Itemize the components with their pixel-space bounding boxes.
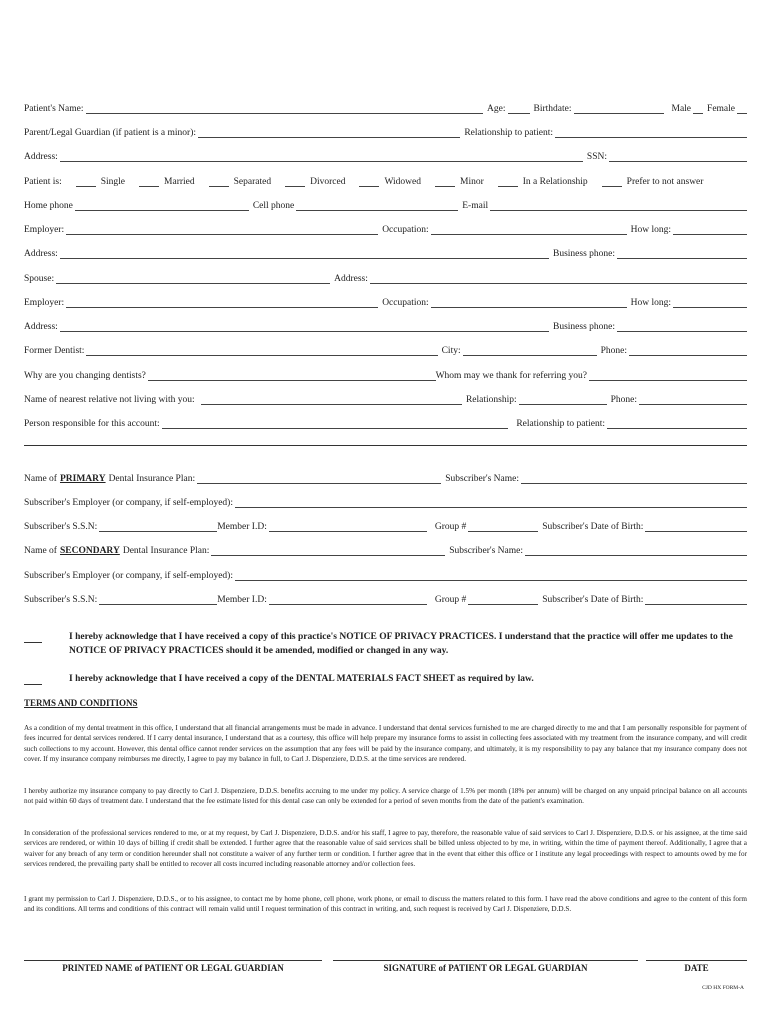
spouse-how-long-field[interactable] [673,297,747,308]
materials-initials-field[interactable] [24,674,42,685]
spouse-address-field[interactable] [370,273,747,284]
ssn-field[interactable] [609,151,747,162]
status-option-relationship[interactable]: In a Relationship [498,176,588,187]
status-option-single[interactable]: Single [76,176,125,187]
phone-row [24,197,747,211]
terms-paragraph-1: As a condition of my dental treatment in this office, I understand that all financial arrangements must be made in advance. I understand that dental services furnished to me are charged directly to me and that I am personally responsible for payment of fees incurred for dental services rendered. If I carry dental insurance, I understand that as a courtesy, this office will help prepare my insurance forms to assist in collecting fees associated with my treatment from the insurance company, and will credit such collections to my account. However, this dental office cannot render services on the assumption that any fees will be paid by the insurance company, and ultimately, it is my responsibility to pay any balance that my insurance company does not cover. If my insurance company reimburses me directly, I agree to pay my balance in full, to Carl J. Dispenziere, D.D.S. at the time services are rendered. [24,724,747,763]
subscriber-dob-label: Subscriber's Date of Birth: [542,522,644,532]
marital-status-row [24,173,747,187]
home-phone-label: Home phone [24,201,73,211]
changing-row [24,367,747,381]
terms-paragraph-4: I grant my permission to Carl J. Dispenziere, D.D.S., or to his assignee, to contact me by home phone, cell phone, work phone, or email to discuss the matters related to this form. I have read the above conditions and agree to the content of this form and its conditions. All terms and conditions of this contract will remain valid until I request termination of this contract in writing, and, such request is received by Carl J. Dispenziere, D.D.S. [24,895,747,914]
spouse-label: Spouse: [24,274,55,284]
status-option-divorced[interactable]: Divorced [285,176,345,187]
cell-phone-field[interactable] [296,200,458,211]
why-changing-label: Why are you changing dentists? [24,371,146,381]
relative-phone-field[interactable] [639,394,747,405]
member-id-label: Member I.D: [217,522,267,532]
business-phone-label: Business phone: [552,249,615,259]
referral-label: Whom may we thank for referring you? [435,371,587,381]
why-changing-field[interactable] [148,370,436,381]
relative-row [24,391,747,405]
spouse-business-phone-field[interactable] [617,321,747,332]
city-label: City: [441,346,461,356]
subscriber-employer-field[interactable] [235,497,747,508]
subscriber-ids2-row [24,591,747,605]
printed-name-label: PRINTED NAME of PATIENT OR LEGAL GUARDIAN [62,963,284,973]
subscriber-ids-row [24,518,747,532]
secondary-word-label: SECONDARY [59,546,120,556]
subscriber-name2-label: Subscriber's Name: [449,546,523,556]
work-address-field[interactable] [60,248,549,259]
spouse-business-phone-label: Business phone: [552,322,615,332]
business-phone-field[interactable] [617,248,747,259]
subscriber-ssn2-field[interactable] [99,594,217,605]
how-long-label: How long: [630,225,671,235]
responsible-relationship-field[interactable] [607,418,747,429]
responsible-relationship-label: Relationship to patient: [516,419,605,429]
secondary-post-label: Dental Insurance Plan: [122,546,210,556]
subscriber-employer-label: Subscriber's Employer (or company, if self-employed): [24,498,233,508]
secondary-pre-label: Name of [24,546,57,556]
guardian-label: Parent/Legal Guardian (if patient is a minor): [24,128,196,138]
subscriber-employer-row [24,494,747,508]
employer-row [24,221,747,235]
male-label: Male [671,104,692,114]
spouse-row [24,270,747,284]
primary-pre-label: Name of [24,474,57,484]
spouse-work-address-row [24,318,747,332]
signature-line[interactable] [333,960,638,961]
spouse-occupation-label: Occupation: [382,298,429,308]
age-field[interactable] [508,103,530,114]
female-label: Female [707,104,735,114]
primary-word-label: PRIMARY [59,474,106,484]
subscriber-employer2-field[interactable] [235,570,747,581]
spouse-field[interactable] [56,273,330,284]
work-address-label: Address: [24,249,58,259]
subscriber-dob2-label: Subscriber's Date of Birth: [542,595,644,605]
primary-insurance-row [24,470,747,484]
materials-acknowledgement [24,672,747,688]
subscriber-name-label: Subscriber's Name: [445,474,519,484]
relative-relationship-label: Relationship: [465,395,517,405]
spouse-employer-field[interactable] [66,297,378,308]
relative-label: Name of nearest relative not living with you: [24,395,195,405]
date-label: DATE [684,963,709,973]
how-long-field[interactable] [673,224,747,235]
age-label: Age: [487,104,506,114]
subscriber-ssn2-label: Subscriber's S.S.N: [24,595,98,605]
subscriber-employer2-row [24,567,747,581]
primary-plan-field[interactable] [197,473,441,484]
spouse-address-label: Address: [334,274,368,284]
spouse-employer-row [24,294,747,308]
subscriber-name-field[interactable] [521,473,747,484]
patient-name-row [24,100,747,114]
group2-label: Group # [434,595,467,605]
subscriber-ssn-field[interactable] [99,521,217,532]
member-id2-label: Member I.D: [217,595,267,605]
former-dentist-row [24,342,747,356]
male-field[interactable] [693,103,703,114]
guardian-field[interactable] [198,127,460,138]
status-option-married[interactable]: Married [139,176,195,187]
form-code: CJD HX FORM-A [702,985,744,991]
patient-name-field[interactable] [86,103,484,114]
date-line[interactable] [646,960,747,961]
responsible-row [24,415,747,429]
group-field[interactable] [468,521,538,532]
subscriber-name2-field[interactable] [525,545,747,556]
status-option-widowed[interactable]: Widowed [359,176,421,187]
subscriber-dob-field[interactable] [645,521,747,532]
signature-label: SIGNATURE of PATIENT OR LEGAL GUARDIAN [383,963,588,973]
subscriber-dob2-field[interactable] [645,594,747,605]
guardian-row [24,124,747,138]
former-dentist-field[interactable] [86,345,437,356]
address-row [24,148,747,162]
materials-ack-text: I hereby acknowledge that I have received a copy of the DENTAL MATERIALS FACT SHEET as required by law. [69,674,534,684]
birthdate-label: Birthdate: [533,104,572,114]
secondary-plan-field[interactable] [211,545,445,556]
spouse-how-long-label: How long: [630,298,671,308]
phone-label: Phone: [600,346,627,356]
status-option-minor[interactable]: Minor [435,176,484,187]
spouse-employer-label: Employer: [24,298,65,308]
relative-relationship-field[interactable] [519,394,607,405]
status-option-prefer-not[interactable]: Prefer to not answer [602,176,704,187]
primary-post-label: Dental Insurance Plan: [108,474,196,484]
responsible-label: Person responsible for this account: [24,419,160,429]
occupation-field[interactable] [431,224,627,235]
employer-label: Employer: [24,225,65,235]
spouse-work-address-label: Address: [24,322,58,332]
status-option-separated[interactable]: Separated [209,176,271,187]
address-label: Address: [24,152,58,162]
email-label: E-mail [462,201,489,211]
spouse-occupation-field[interactable] [431,297,627,308]
relative-field[interactable] [201,394,462,405]
patient-name-label: Patient's Name: [24,104,84,114]
ssn-label: SSN: [586,152,607,162]
employer-field[interactable] [66,224,378,235]
referral-field[interactable] [589,370,747,381]
secondary-insurance-row [24,542,747,556]
group2-field[interactable] [468,594,538,605]
member-id-field[interactable] [269,521,427,532]
terms-paragraph-3: In consideration of the professional services rendered to me, or at my request, by Carl J. Dispenziere, D.D.S. and/or his staff, I agree to pay, therefore, the reasonable value of said services to Carl J. Dispenziere, D.D.S. or his assignee, at the time said services are rendered, or within 10 days of billing if credit shall be extended. I further agree that the reasonable value of said services shall be billed unless objected to by me, in writing, within the time of payment thereof. Additionally, I agree that a waiver for any breach of any term or condition hereunder shall not constitute a waiver of any further term or condition. I further agree that in the event that either this office or I institute any legal proceedings with respect to amounts owed by me for services rendered, the prevailing party shall be entitled to recover all costs incurred including reasonable attorney and/or collection fees. [24,829,747,868]
relationship-label: Relationship to patient: [464,128,553,138]
phone-field[interactable] [629,345,747,356]
terms-paragraph-2: I hereby authorize my insurance company to pay directly to Carl J. Dispenziere, D.D.S. benefits accruing to me under my policy. A service charge of 1.5% per month (18% per annum) will be charged on any unpaid principal balance on all accounts not paid within 60 days of treatment date. I understand that the fee estimate listed for this dental case can only be extended for a period of seven months from the date of the patient's examination. [24,787,747,806]
spouse-work-address-field[interactable] [60,321,549,332]
responsible-field[interactable] [162,418,509,429]
occupation-label: Occupation: [382,225,429,235]
former-dentist-label: Former Dentist: [24,346,85,356]
city-field[interactable] [463,345,597,356]
home-phone-field[interactable] [75,200,249,211]
birthdate-field[interactable] [574,103,664,114]
privacy-initials-field[interactable] [24,632,42,643]
subscriber-ssn-label: Subscriber's S.S.N: [24,522,98,532]
printed-name-line[interactable] [24,960,322,961]
address-field[interactable] [60,151,583,162]
email-field[interactable] [490,200,747,211]
work-address-row [24,245,747,259]
privacy-ack-text: I hereby acknowledge that I have received a copy of this practice's NOTICE OF PRIVACY PRACTICES. I understand that the practice will offer me updates to the NOTICE OF PRIVACY PRACTICES should it be amended, modified or changed in any way. [69,632,733,656]
member-id2-field[interactable] [269,594,427,605]
group-label: Group # [434,522,467,532]
relationship-field[interactable] [555,127,747,138]
relative-phone-label: Phone: [610,395,637,405]
cell-phone-label: Cell phone [252,201,295,211]
status-label: Patient is: [24,177,62,187]
female-field[interactable] [737,103,747,114]
section-divider [24,445,747,446]
privacy-acknowledgement [24,630,747,660]
terms-heading: TERMS AND CONDITIONS [24,698,138,708]
subscriber-employer2-label: Subscriber's Employer (or company, if self-employed): [24,571,233,581]
